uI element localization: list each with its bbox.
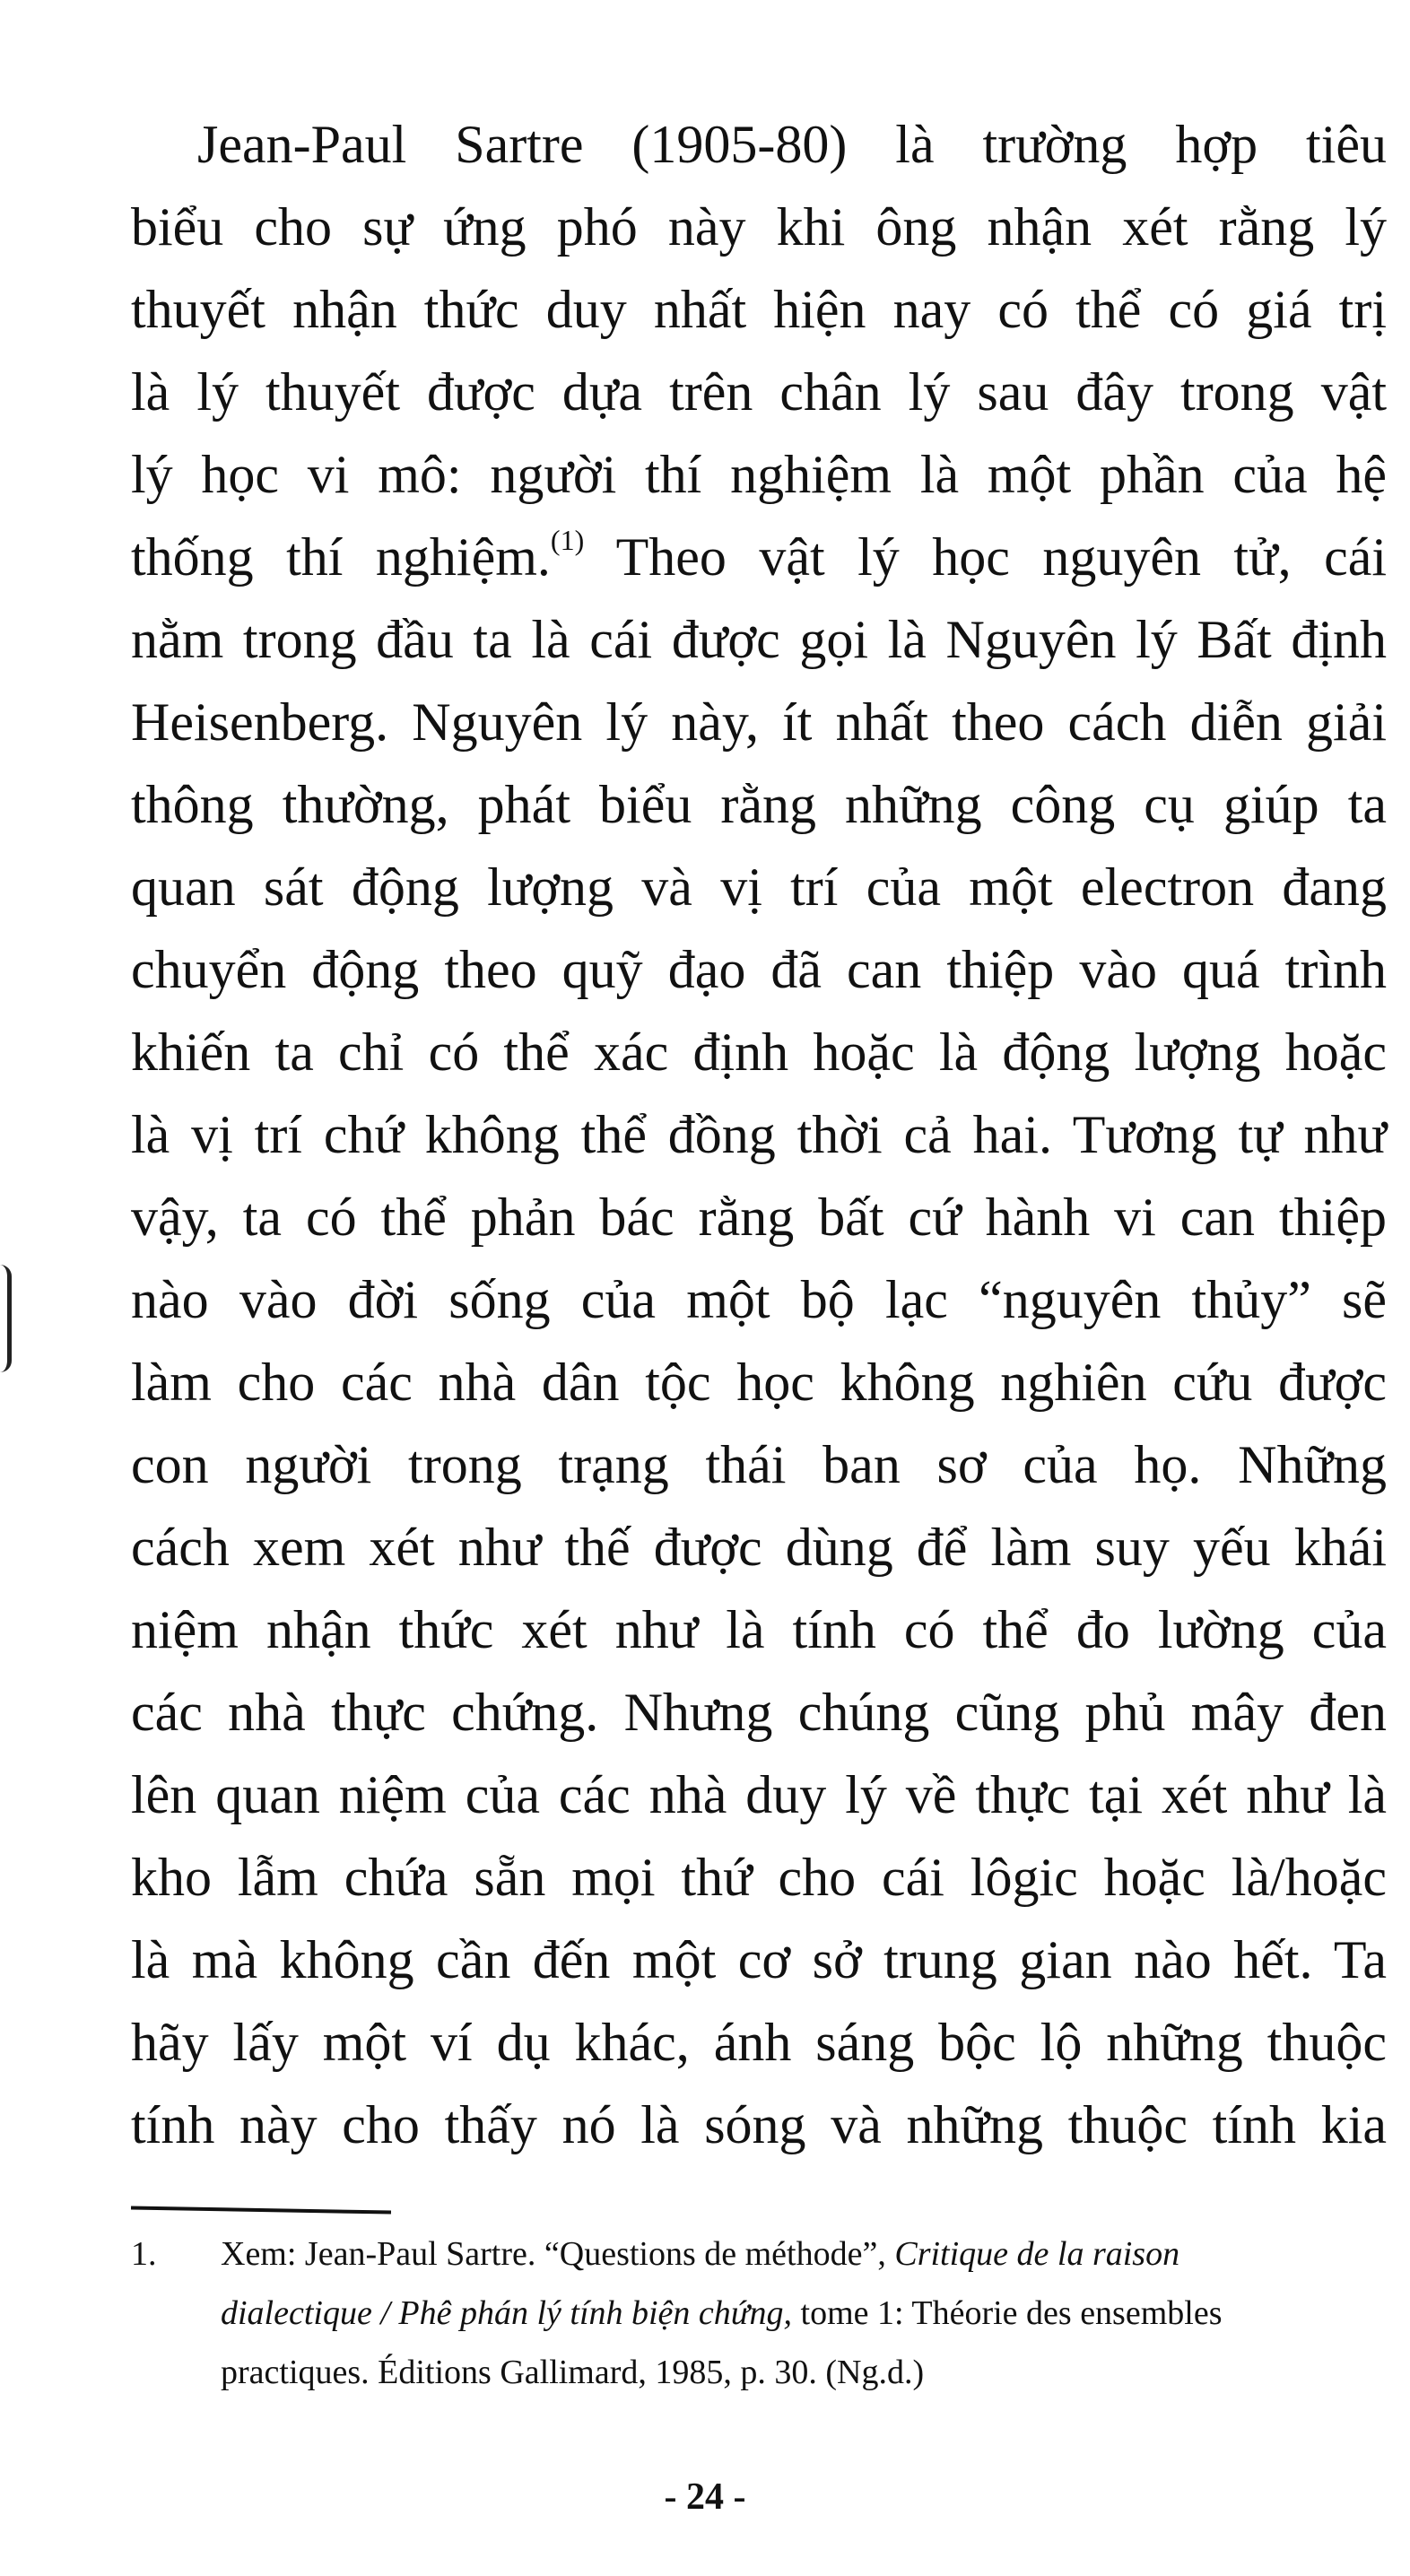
text-segment: Theo vật lý học nguyên tử, cái [615, 527, 1388, 587]
text-line-content: cách xem xét như thế được dùng để làm suy yếu khái [131, 1518, 1387, 1577]
text-line [131, 2001, 1387, 2084]
text-line-content: làm cho các nhà dân tộc học không nghiên cứu được [131, 1353, 1387, 1412]
text-line [131, 1754, 1387, 1836]
footnote-title: Critique de la raison [894, 2235, 1180, 2273]
text-line-content: khiến ta chỉ có thể xác định hoặc là động lượng hoặc [131, 1023, 1387, 1082]
text-line-content: là lý thuyết được dựa trên chân lý sau đây trong vật [131, 362, 1387, 422]
footnote-text: Xem: Jean-Paul Sartre. “Questions de méthode”, [221, 2235, 895, 2273]
text-line [131, 1341, 1387, 1423]
text-line [131, 351, 1387, 433]
text-line [131, 268, 1387, 351]
text-line [131, 763, 1387, 846]
text-line-content: vậy, ta có thể phản bác rằng bất cứ hành vi can thiệp [131, 1188, 1387, 1247]
text-line [131, 928, 1387, 1011]
text-line [131, 846, 1387, 928]
page-edge-mark [0, 1265, 12, 1372]
text-line-content: con người trong trạng thái ban sơ của họ. Những [131, 1435, 1387, 1494]
text-line [131, 1506, 1387, 1588]
text-line-content: thuyết nhận thức duy nhất hiện nay có thể có giá trị [131, 280, 1387, 339]
text-line-content: hãy lấy một ví dụ khác, ánh sáng bộc lộ những thuộc [131, 2013, 1387, 2072]
footnote-text: tome 1: Théorie des ensembles [792, 2294, 1223, 2332]
text-line [131, 681, 1387, 763]
footnote-divider [131, 2206, 391, 2214]
text-line [131, 516, 1387, 598]
footnote-ref[interactable]: (1) [550, 524, 585, 556]
text-line-content: quan sát động lượng và vị trí của một electron đang [131, 857, 1387, 917]
text-line-content: là vị trí chứ không thể đồng thời cả hai. Tương tự như [131, 1105, 1387, 1164]
text-line [131, 1258, 1387, 1341]
text-line [131, 1671, 1387, 1754]
text-line-content: thông thường, phát biểu rằng những công cụ giúp ta [131, 775, 1387, 834]
text-line-content: là mà không cần đến một cơ sở trung gian nào hết. Ta [131, 1930, 1387, 1989]
text-line-content: biểu cho sự ứng phó này khi ông nhận xét rằng lý [131, 197, 1387, 257]
footnote-number: 1. [131, 2235, 157, 2273]
footnote [131, 2224, 1387, 2402]
text-line [131, 1176, 1387, 1258]
page-number: - 24 - [664, 2476, 746, 2518]
footnote-title: dialectique / Phê phán lý tính biện chứng, [221, 2294, 793, 2332]
body-text [131, 103, 1387, 2166]
text-segment: thống thí nghiệm. [131, 527, 551, 587]
text-line [131, 598, 1387, 681]
text-line-content: niệm nhận thức xét như là tính có thể đo lường của [131, 1600, 1387, 1659]
text-line-content: lý học vi mô: người thí nghiệm là một phần của hệ [131, 445, 1387, 504]
text-line [131, 433, 1387, 516]
text-line-content: nào vào đời sống của một bộ lạc “nguyên thủy” sẽ [131, 1270, 1387, 1329]
text-line-content: chuyển động theo quỹ đạo đã can thiệp vào quá trình [131, 940, 1387, 999]
text-line [131, 186, 1387, 268]
text-line [131, 2084, 1387, 2166]
text-line-content: các nhà thực chứng. Nhưng chúng cũng phủ mây đen [131, 1683, 1387, 1742]
footnote-line: practiques. Éditions Gallimard, 1985, p. 30. (Ng.d.) [221, 2354, 925, 2391]
text-line-content: tính này cho thấy nó là sóng và những thuộc tính kia [131, 2095, 1387, 2154]
footnote-line [221, 2224, 1387, 2284]
text-line-content: Heisenberg. Nguyên lý này, ít nhất theo cách diễn giải [131, 692, 1387, 752]
text-line-content: lên quan niệm của các nhà duy lý về thực tại xét như là [131, 1765, 1387, 1824]
text-line-content: nằm trong đầu ta là cái được gọi là Nguyên lý Bất định [131, 610, 1387, 669]
text-line-content: kho lẫm chứa sẵn mọi thứ cho cái lôgic hoặc là/hoặc [131, 1848, 1387, 1907]
text-line [131, 1588, 1387, 1671]
text-line [131, 1836, 1387, 1919]
text-line [131, 103, 1387, 186]
text-line [131, 1423, 1387, 1506]
footnote-line [221, 2284, 1387, 2343]
text-line [131, 1919, 1387, 2001]
text-line [131, 1093, 1387, 1176]
text-line-content: Jean-Paul Sartre (1905-80) là trường hợp tiêu [197, 115, 1387, 174]
text-line [131, 1011, 1387, 1093]
